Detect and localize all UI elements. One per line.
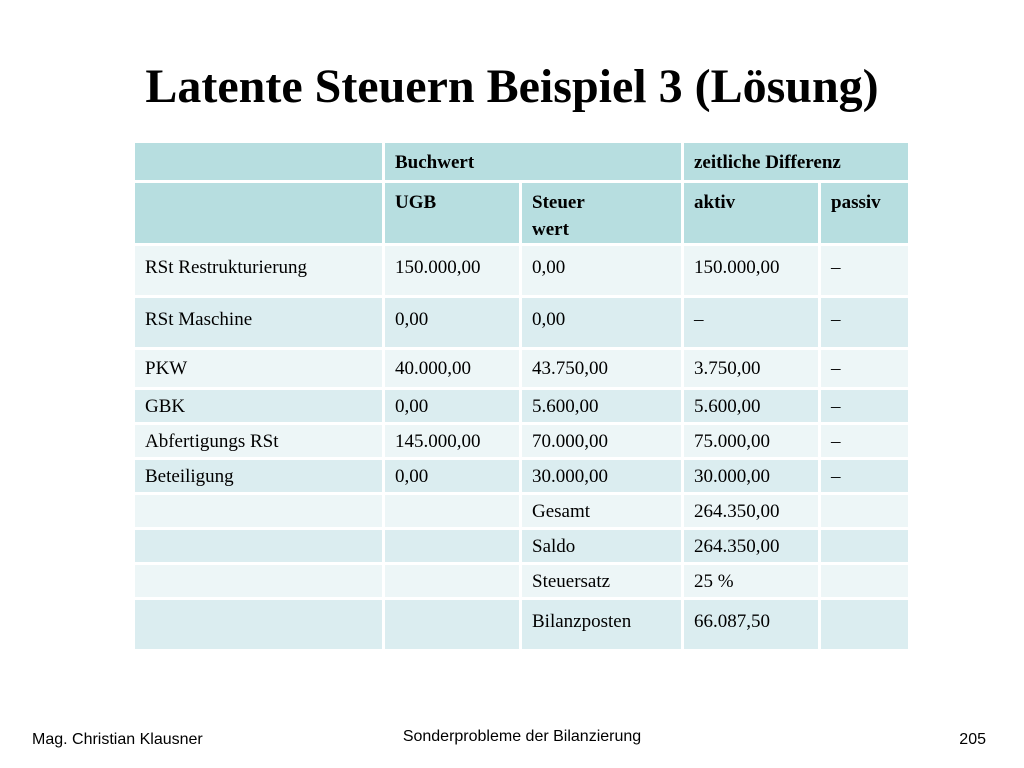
- table-cell: [820, 494, 910, 529]
- header-cell-buchwert: Buchwert: [384, 142, 683, 182]
- table-cell: RSt Restrukturierung: [134, 245, 384, 297]
- table-row: [134, 459, 910, 494]
- header-cell-zeitliche-differenz: zeitliche Differenz: [683, 142, 910, 182]
- table-row: [134, 424, 910, 459]
- table-cell: Abfertigungs RSt: [134, 424, 384, 459]
- slide-title: Latente Steuern Beispiel 3 (Lösung): [145, 60, 879, 113]
- table-cell: [384, 494, 521, 529]
- table-cell: Steuersatz: [521, 564, 683, 599]
- footer-page-number: 205: [959, 731, 986, 748]
- table-row: [134, 349, 910, 389]
- subheader-cell-aktiv: aktiv: [683, 182, 820, 245]
- table-cell: PKW: [134, 349, 384, 389]
- table-cell: 70.000,00: [521, 424, 683, 459]
- subheader-cell-steuerwert: Steuer wert: [521, 182, 683, 245]
- subheader-cell: [134, 182, 384, 245]
- table-row: [134, 564, 910, 599]
- table-cell: 25 %: [683, 564, 820, 599]
- header-cell: [134, 142, 384, 182]
- table-cell: [820, 564, 910, 599]
- table-cell: –: [683, 297, 820, 349]
- tax-table-body: [134, 142, 910, 651]
- footer-topic: Sonderprobleme der Bilanzierung: [402, 728, 642, 745]
- table-cell: 150.000,00: [683, 245, 820, 297]
- table-cell: [384, 599, 521, 651]
- table-cell: 40.000,00: [384, 349, 521, 389]
- table-cell: 66.087,50: [683, 599, 820, 651]
- table-cell: [384, 564, 521, 599]
- table-cell: 30.000,00: [683, 459, 820, 494]
- table-cell: 5.600,00: [521, 389, 683, 424]
- table-cell: 5.600,00: [683, 389, 820, 424]
- table-cell: [384, 529, 521, 564]
- subheader-cell-ugb: UGB: [384, 182, 521, 245]
- table-cell: 264.350,00: [683, 494, 820, 529]
- table-header-row: [134, 142, 910, 182]
- table-cell: –: [820, 297, 910, 349]
- subheader-cell-passiv: passiv: [820, 182, 910, 245]
- table-row: [134, 245, 910, 297]
- table-cell: GBK: [134, 389, 384, 424]
- table-cell: 0,00: [384, 297, 521, 349]
- table-cell: Saldo: [521, 529, 683, 564]
- table-subheader-row: [134, 182, 910, 245]
- table-row: [134, 389, 910, 424]
- table-cell: [820, 529, 910, 564]
- table-cell: –: [820, 459, 910, 494]
- table-cell: 150.000,00: [384, 245, 521, 297]
- table-cell: 75.000,00: [683, 424, 820, 459]
- table-cell: [134, 494, 384, 529]
- table-cell: [134, 564, 384, 599]
- table-cell: –: [820, 349, 910, 389]
- table-cell: 264.350,00: [683, 529, 820, 564]
- table-cell: –: [820, 389, 910, 424]
- table-cell: RSt Maschine: [134, 297, 384, 349]
- table-cell: 43.750,00: [521, 349, 683, 389]
- table-cell: –: [820, 245, 910, 297]
- table-cell: [134, 529, 384, 564]
- table-cell: 0,00: [384, 459, 521, 494]
- table-row: [134, 529, 910, 564]
- table-cell: 145.000,00: [384, 424, 521, 459]
- table-cell: Beteiligung: [134, 459, 384, 494]
- table-row: [134, 297, 910, 349]
- tax-table: [132, 140, 911, 652]
- table-cell: –: [820, 424, 910, 459]
- table-cell: 30.000,00: [521, 459, 683, 494]
- table-cell: 3.750,00: [683, 349, 820, 389]
- table-cell: [820, 599, 910, 651]
- footer-author: Mag. Christian Klausner: [32, 731, 203, 748]
- table-cell: 0,00: [521, 297, 683, 349]
- table-row: [134, 599, 910, 651]
- table-cell: Gesamt: [521, 494, 683, 529]
- table-cell: Bilanzposten: [521, 599, 683, 651]
- table-row: [134, 494, 910, 529]
- table-cell: 0,00: [384, 389, 521, 424]
- table-cell: [134, 599, 384, 651]
- table-cell: 0,00: [521, 245, 683, 297]
